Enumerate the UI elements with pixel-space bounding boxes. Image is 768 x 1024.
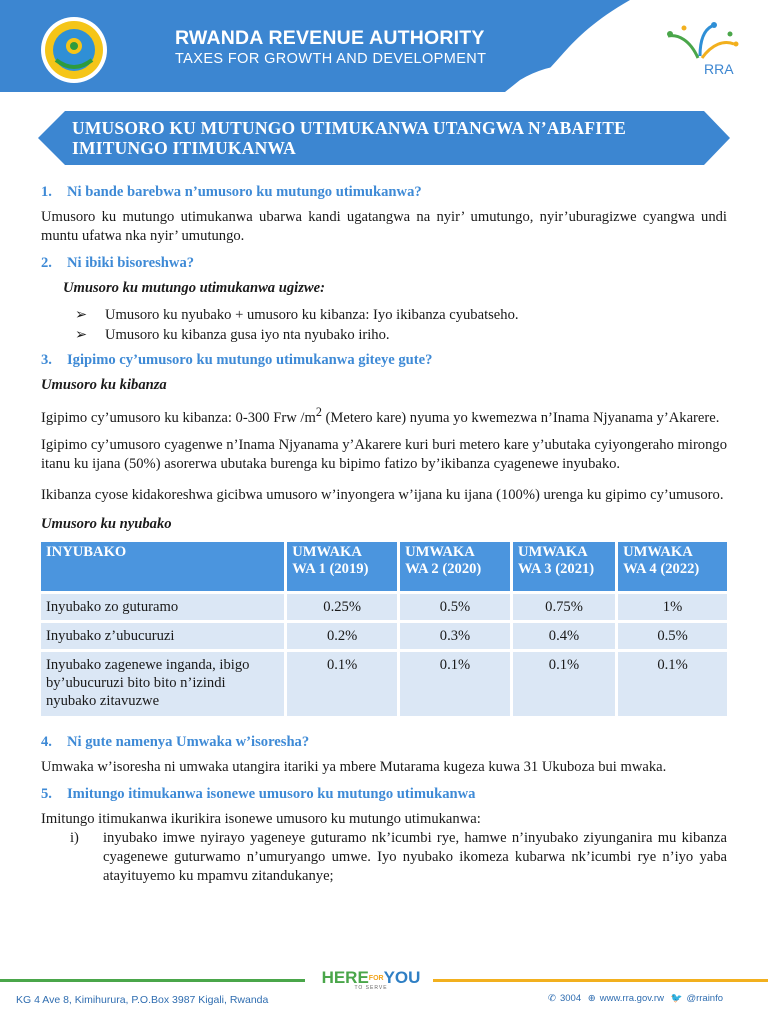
table-row <box>41 652 727 716</box>
list-item-marker: i) <box>70 829 79 846</box>
table-cell: 0.5% <box>618 623 727 649</box>
land-tax-surcharge-paragraph: Igipimo cy’umusoro cyagenwe n’Inama Njyanama y’Akarere kuri buri metero kare y’ubutaka cyiyongeraho mirongo itanu ku ijana (50%) asorerwa ubutaka burenga ku bipimo fatizo by’ikibanza cyagenewe inyubako. <box>41 436 727 472</box>
land-rate-superscript: 2 <box>315 405 322 419</box>
banner-title-line2: IMITUNGO ITIMUKANWA <box>72 138 297 158</box>
table-cell: 0.1% <box>400 652 510 716</box>
exemptions-list <box>41 829 727 886</box>
table-header-cell: UMWAKA WA 2 (2020) <box>400 542 510 591</box>
header <box>0 0 768 92</box>
table-cell: 0.5% <box>400 594 510 620</box>
rra-logo-text: RRA <box>704 61 734 77</box>
section-number: 1. <box>41 184 52 200</box>
to-serve-text: TO SERVE <box>354 985 388 991</box>
table-header-cell: INYUBAKO <box>41 542 284 591</box>
website-link[interactable]: www.rra.gov.rw <box>599 993 664 1004</box>
footer-orange-line <box>433 979 768 982</box>
footer <box>0 966 768 1024</box>
table-cell: 0.1% <box>618 652 727 716</box>
section-1-paragraph: Umusoro ku mutungo utimukanwa ubarwa kandi ugatangwa na nyir’ umutungo, nyir’uburagizwe cyangwa undi muntu ufatwa nka nyir’ umutungo. <box>41 209 727 244</box>
section-number: 2. <box>41 255 52 271</box>
organization-name: RWANDA REVENUE AUTHORITY <box>175 27 485 49</box>
building-tax-subheading: Umusoro ku nyubako <box>41 515 172 532</box>
arrow-bullet-icon: ➢ <box>75 327 88 343</box>
section-title: Ni gute namenya Umwaka w’isoresha? <box>67 733 310 750</box>
section-2-subheading: Umusoro ku mutungo utimukanwa ugizwe: <box>63 280 325 296</box>
list-item <box>41 326 727 345</box>
table-row <box>41 623 727 649</box>
land-tax-rate-paragraph <box>41 403 727 428</box>
table-cell: 0.75% <box>513 594 615 620</box>
section-title: Igipimo cy’umusoro ku mutungo utimukanwa giteye gute? <box>67 352 433 368</box>
table-row-label: Inyubako z’ubucuruzi <box>41 623 284 649</box>
arrow-bullet-icon: ➢ <box>75 307 88 323</box>
organization-slogan: TAXES FOR GROWTH AND DEVELOPMENT <box>175 51 487 67</box>
section-title: Ni ibiki bisoreshwa? <box>67 255 195 271</box>
here-for-you-logo <box>316 968 426 991</box>
table-header-cell: UMWAKA WA 3 (2021) <box>513 542 615 591</box>
table-cell: 0.25% <box>287 594 397 620</box>
list-item-text: Umusoro ku kibanza gusa iyo nta nyubako iriho. <box>105 327 390 343</box>
section-5-intro: Imitungo itimukanwa ikurikira isonewe umusoro ku mutungo utimukanwa: <box>41 810 481 827</box>
list-item-text: inyubako imwe nyirayo yageneye guturamo nk’icumbi rye, hamwe n’inyubako ziyunganira mu kibanza cyagenewe guturwamo n’umuryango umwe. Iyo nyubako ikomeza kubarwa nk’icumbi rye n’iyo yaba atayituyemo ku mpamvu zitandukanye; <box>103 829 727 884</box>
list-item-text: Umusoro ku nyubako + umusoro ku kibanza: Iyo ikibanza cyubatseho. <box>105 307 519 323</box>
title-banner <box>38 111 730 165</box>
table-header-row <box>41 542 727 591</box>
table-row-label: Inyubako zo guturamo <box>41 594 284 620</box>
section-3-heading <box>41 351 727 370</box>
table-row <box>41 594 727 620</box>
table-cell: 0.1% <box>287 652 397 716</box>
section-number: 5. <box>41 785 52 802</box>
banner-title <box>72 118 626 158</box>
table-cell: 0.2% <box>287 623 397 649</box>
section-2-heading <box>41 254 727 273</box>
table-header-cell: UMWAKA WA 4 (2022) <box>618 542 727 591</box>
globe-icon: ⊕ <box>587 993 596 1004</box>
section-title: Imitungo itimukanwa isonewe umusoro ku mutungo utimukanwa <box>67 785 476 802</box>
for-text: FOR <box>368 975 384 983</box>
section-4-heading <box>41 733 727 752</box>
phone-number: 3004 <box>559 993 582 1004</box>
you-text: YOU <box>383 968 421 987</box>
twitter-handle[interactable]: @rrainfo <box>686 993 724 1004</box>
section-5-heading <box>41 785 727 804</box>
section-number: 3. <box>41 352 52 368</box>
unused-land-paragraph: Ikibanza cyose kidakoreshwa gicibwa umusoro w’inyongera w’ijana ku ijana (100%) urenga ku gipimo cy’umusoro. <box>41 486 724 503</box>
table-header-cell: UMWAKA WA 1 (2019) <box>287 542 397 591</box>
land-tax-subheading: Umusoro ku kibanza <box>41 377 167 393</box>
list-item <box>41 306 727 325</box>
land-rate-text: Igipimo cy’umusoro ku kibanza: 0-300 Frw /m <box>41 409 316 426</box>
table-cell: 0.3% <box>400 623 510 649</box>
rwanda-emblem-logo <box>40 16 108 84</box>
twitter-icon: 🐦 <box>670 993 683 1004</box>
table-row-label: Inyubako zagenewe inganda, ibigo by’ubucuruzi bito bito n’izindi nyubako zitavuzwe <box>41 652 284 716</box>
footer-green-line <box>0 979 305 982</box>
section-1-heading <box>41 183 727 202</box>
footer-contact <box>548 993 727 1004</box>
section-number: 4. <box>41 733 52 750</box>
organization-block <box>175 27 486 67</box>
table-cell: 0.4% <box>513 623 615 649</box>
list-item <box>41 829 727 886</box>
section-4-paragraph: Umwaka w’isoresha ni umwaka utangira itariki ya mbere Mutarama kugeza kuwa 31 Ukuboza bui mwaka. <box>41 758 667 775</box>
footer-address: KG 4 Ave 8, Kimihurura, P.O.Box 3987 Kigali, Rwanda <box>16 994 269 1006</box>
document-body <box>41 183 727 886</box>
section-title: Ni bande barebwa n’umusoro ku mutungo utimukanwa? <box>67 184 422 200</box>
here-text: HERE <box>321 968 369 987</box>
table-cell: 0.1% <box>513 652 615 716</box>
land-rate-text-end: (Metero kare) nyuma yo kwemezwa n’Inama Njyanama y’Akarere. <box>321 409 720 426</box>
section-2-list <box>41 306 727 345</box>
phone-icon: ✆ <box>548 993 556 1004</box>
banner-title-line1: UMUSORO KU MUTUNGO UTIMUKANWA UTANGWA N’ABAFITE <box>72 118 627 138</box>
building-tax-rates-table <box>38 539 730 719</box>
rra-logo <box>660 20 740 80</box>
table-cell: 1% <box>618 594 727 620</box>
